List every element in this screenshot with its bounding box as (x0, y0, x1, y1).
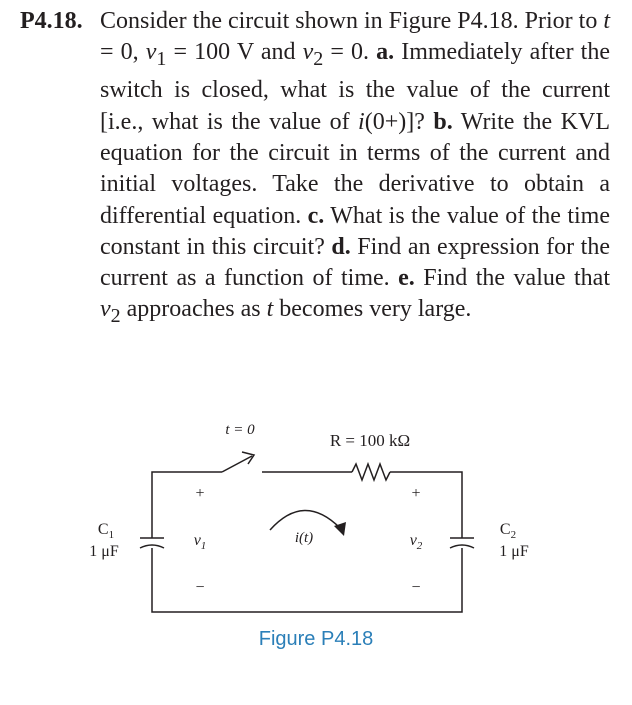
v1-label (194, 532, 207, 552)
c2-plate-bottom (450, 545, 474, 548)
part-b-label: b. (433, 108, 453, 135)
resistor-symbol (352, 464, 390, 480)
part-a-text: (0+)]? (364, 108, 434, 135)
part-d-label: d. (331, 233, 351, 260)
c1-value: 1 μF (89, 543, 119, 560)
var-t: t (603, 8, 610, 34)
part-a-text: Immediately after the switch is closed, what is the value of the current [i.e., what is the value of (100, 39, 610, 135)
circuit-diagram (0, 400, 632, 700)
v1-sub: 1 (200, 540, 207, 552)
problem-number: P4.18. (20, 8, 83, 34)
v1-plus: + (195, 485, 205, 502)
v2-minus: − (411, 579, 421, 596)
part-b-text: Write the KVL equation for the circuit in terms of the current and initial voltages. Take the derivative to obtain a differential equation. (100, 108, 610, 229)
c2-sub: 2 (510, 529, 517, 541)
c1-label (98, 521, 114, 541)
text-seg: = 0, (100, 39, 146, 66)
var-v2: v (100, 296, 111, 323)
current-arc (270, 510, 340, 530)
subscript: 2 (313, 48, 324, 71)
c1-plate-bottom (140, 545, 164, 548)
v2-plus: + (411, 485, 421, 502)
part-e-text: Find the value that (414, 265, 611, 292)
wire-top-right (390, 472, 462, 538)
part-e-text: becomes very large. (273, 296, 472, 323)
circuit-figure (0, 400, 632, 700)
c2-value: 1 μF (499, 543, 529, 560)
v2-name: v (409, 532, 417, 549)
part-d-text: Find an expression for the current as a function of time. (100, 233, 610, 292)
v1-name: v (193, 532, 201, 549)
part-e-text: approaches as (120, 296, 267, 323)
var-t: t (266, 296, 274, 323)
c2-label (500, 521, 516, 541)
subscript: 1 (156, 48, 167, 71)
text-seg: = 0. (323, 39, 377, 66)
resistor-label: R = 100 kΩ (329, 431, 411, 450)
switch-label: t = 0 (225, 422, 255, 438)
problem-text (100, 6, 610, 333)
part-c-text: What is the value of the time constant in this circuit? (100, 202, 610, 260)
var-v1: v (145, 39, 157, 66)
c2-name: C (499, 521, 511, 538)
v1-minus: − (195, 579, 205, 596)
c1-sub: 1 (108, 529, 115, 541)
figure-caption: Figure P4.18 (258, 628, 374, 650)
text-seg: = 100 V and (166, 39, 303, 66)
part-a-label: a. (376, 39, 395, 66)
v2-label (410, 532, 423, 552)
problem-statement (20, 6, 610, 333)
text-seg: Consider the circuit shown in Figure P4.18. Prior to (100, 8, 604, 34)
v2-sub: 2 (416, 540, 423, 552)
var-v2: v (302, 39, 314, 66)
c1-name: C (97, 521, 109, 538)
current-label: i(t) (294, 530, 314, 546)
switch-blade (222, 456, 252, 472)
wire-top-left (152, 472, 222, 538)
var-i: i (358, 108, 365, 135)
part-e-label: e. (398, 265, 415, 292)
part-c-label: c. (307, 202, 325, 229)
subscript: 2 (110, 305, 121, 328)
